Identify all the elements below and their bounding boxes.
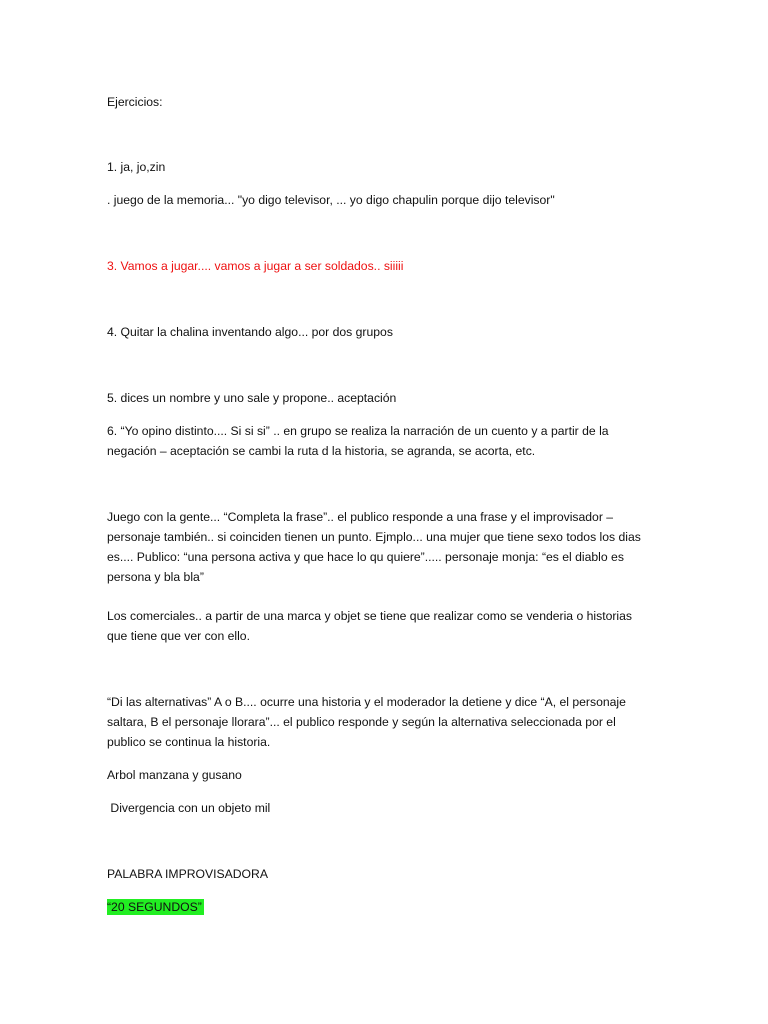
item-arbol: Arbol manzana y gusano <box>107 768 242 782</box>
item-divergencia: Divergencia con un objeto mil <box>107 801 271 815</box>
item-alternativas: “Di las alternativas” A o B.... ocurre una historia y el moderador la detiene y dice “A, el personaje saltara, B el personaje llorara”... el publico responde y según la alternativa seleccionada por el publico se continua la historia. <box>107 695 626 749</box>
item-palabra-improvisadora: PALABRA IMPROVISADORA <box>107 867 268 881</box>
highlighted-20-segundos: “20 SEGUNDOS” <box>107 900 202 914</box>
item-4: 4. Quitar la chalina inventando algo... por dos grupos <box>107 325 393 339</box>
item-completa-frase: Juego con la gente... “Completa la frase”.. el publico responde a una frase y el improvisador – personaje también.. si coinciden tienen un punto. Ejmplo... una mujer que tiene sexo todos los dias es.... Publico: “una persona activa y que hace lo qu quiere”..... personaje monja: “es el diablo es persona y bla bla” <box>107 510 641 584</box>
item-memoria: . juego de la memoria... "yo digo televisor, ... yo digo chapulin porque dijo televisor" <box>107 193 555 207</box>
item-comerciales: Los comerciales.. a partir de una marca y objet se tiene que realizar como se venderia o historias que tiene que ver con ello. <box>107 609 633 643</box>
item-3-red: 3. Vamos a jugar.... vamos a jugar a ser soldados.. siiiii <box>107 259 404 273</box>
heading-ejercicios: Ejercicios: <box>107 95 163 109</box>
item-5: 5. dices un nombre y uno sale y propone.. aceptación <box>107 391 397 405</box>
item-6: 6. “Yo opino distinto.... Si si si” .. en grupo se realiza la narración de un cuento y a partir de la negación – aceptación se cambi la ruta d la historia, se agranda, se acorta, etc. <box>107 424 609 458</box>
item-1: 1. ja, jo,zin <box>107 160 166 174</box>
item-20-segundos <box>107 897 647 917</box>
